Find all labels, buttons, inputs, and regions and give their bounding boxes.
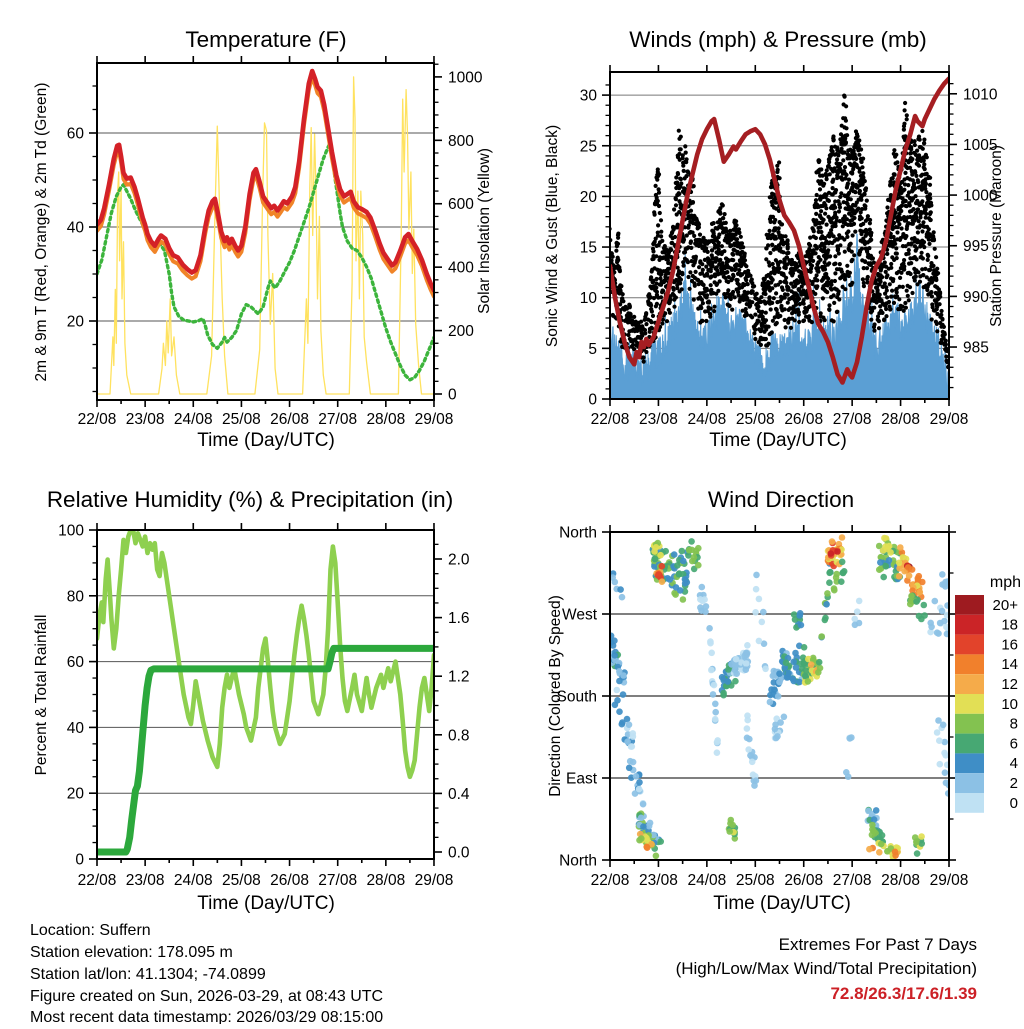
humidity-precip-panel	[58, 523, 470, 890]
tick-label: 8	[1009, 715, 1018, 733]
tick-label: 20+	[992, 596, 1018, 614]
tick-label: 1005	[963, 136, 998, 154]
tick-label: 80	[66, 588, 84, 606]
winds-pressure-title: Winds (mph) & Pressure (mb)	[629, 27, 927, 52]
tick-label: 2.0	[448, 551, 470, 569]
temperature-xlabel: Time (Day/UTC)	[197, 430, 335, 451]
temperature-ylabel-left: 2m & 9m T (Red, Orange) & 2m Td (Green)	[33, 82, 50, 382]
tick-label: 60	[66, 125, 84, 143]
tick-label: 20	[66, 313, 84, 331]
tick-label: 23/08	[125, 872, 165, 889]
colorbar-swatch	[955, 773, 984, 793]
tick-label: 40	[66, 719, 84, 737]
wind-direction-xlabel: Time (Day/UTC)	[713, 893, 851, 914]
winds-ylabel-left: Sonic Wind & Gust (Blue, Black)	[544, 124, 561, 348]
tick-label: 28/08	[881, 872, 920, 889]
tick-label: 6	[1009, 735, 1018, 753]
tick-label: 995	[963, 238, 989, 256]
winds-pressure-panel	[580, 65, 998, 428]
tick-label: West	[561, 606, 597, 624]
extremes-values: 72.8/26.3/17.6/1.39	[830, 984, 977, 1003]
tick-label: 23/08	[639, 411, 678, 428]
tick-label: 2	[1009, 775, 1018, 792]
tick-label: 29/08	[929, 411, 969, 428]
humidity-precip-title: Relative Humidity (%) & Precipitation (in)	[46, 487, 454, 512]
tick-label: 20	[66, 785, 84, 803]
tick-label: 23/08	[125, 411, 165, 428]
tick-label: 24/08	[173, 411, 213, 428]
colorbar-swatch	[955, 635, 984, 655]
temp9m-series	[97, 77, 434, 297]
wind-direction-title: Wind Direction	[707, 487, 855, 512]
colorbar-swatch	[955, 714, 984, 734]
tick-label: 28/08	[366, 872, 406, 889]
tick-label: 0	[75, 851, 84, 869]
extremes-heading: Extremes For Past 7 Days	[778, 935, 977, 954]
tick-label: 1000	[448, 69, 483, 87]
tick-label: 27/08	[318, 872, 358, 889]
tick-label: 1.2	[448, 668, 470, 686]
temperature-panel	[67, 56, 483, 428]
colorbar-swatch	[955, 753, 984, 773]
humidity-xlabel: Time (Day/UTC)	[197, 893, 335, 914]
tick-label: 22/08	[77, 872, 117, 889]
tick-label: 985	[963, 339, 989, 357]
tick-label: 0.0	[448, 844, 470, 862]
tick-label: 1000	[963, 187, 998, 205]
tick-label: 40	[66, 219, 84, 237]
extremes-subheading: (High/Low/Max Wind/Total Precipitation)	[675, 959, 977, 978]
chart-layers	[58, 56, 1018, 889]
footer-timestamp: Most recent data timestamp: 2026/03/29 08:15:00	[30, 1009, 384, 1024]
tick-label: 26/08	[270, 872, 309, 889]
temperature-axes	[67, 56, 483, 428]
tick-label: 5	[588, 340, 597, 358]
tick-label: 800	[448, 132, 474, 150]
humidity-ylabel-left: Percent & Total Rainfall	[33, 614, 50, 776]
colorbar-swatch	[955, 734, 984, 754]
colorbar-swatch	[955, 654, 984, 674]
colorbar-swatch	[955, 615, 984, 635]
tick-label: 24/08	[173, 872, 213, 889]
tick-label: 10	[579, 290, 597, 308]
tick-label: North	[559, 852, 597, 870]
tick-label: 25/08	[735, 411, 775, 428]
tick-label: 26/08	[784, 872, 824, 889]
tick-label: 200	[448, 323, 474, 341]
tick-label: 24/08	[687, 872, 727, 889]
tick-label: 0	[588, 391, 597, 409]
speed-colorbar	[955, 595, 1018, 813]
tick-label: 26/08	[784, 411, 824, 428]
tick-label: 29/08	[414, 872, 454, 889]
tick-label: 0	[448, 386, 457, 404]
tick-label: 22/08	[590, 872, 630, 889]
tick-label: South	[556, 688, 597, 706]
tick-label: 16	[1001, 636, 1018, 654]
tick-label: 29/08	[414, 411, 454, 428]
tick-label: 60	[66, 654, 84, 672]
tick-label: 400	[448, 259, 474, 277]
tick-label: 28/08	[366, 411, 406, 428]
temperature-title: Temperature (F)	[185, 27, 347, 52]
tick-label: 27/08	[832, 411, 872, 428]
tick-label: 27/08	[318, 411, 358, 428]
footer-elevation: Station elevation: 178.095 m	[30, 944, 233, 961]
tick-label: 24/08	[687, 411, 727, 428]
tick-label: 29/08	[929, 872, 969, 889]
tick-label: 30	[579, 87, 597, 105]
tick-label: 0	[1009, 794, 1018, 812]
colorbar-swatch	[955, 674, 984, 694]
tick-label: 18	[1001, 616, 1018, 634]
winds-ylabel-right: Station Pressure (Maroon)	[988, 145, 1005, 327]
direction-dots	[608, 534, 952, 861]
wind-direction-ylabel-left: Direction (Colored By Speed)	[547, 595, 564, 797]
footer-created: Figure created on Sun, 2026-03-29, at 08:43 UTC	[30, 988, 384, 1005]
tick-label: 22/08	[77, 411, 117, 428]
footer-latlon: Station lat/lon: 41.1304; -74.0899	[30, 966, 266, 983]
tick-label: North	[559, 524, 597, 542]
wind-direction-panel	[556, 525, 1018, 889]
footer-location: Location: Suffern	[30, 922, 151, 939]
tick-label: 1.6	[448, 610, 470, 628]
tick-label: 12	[1001, 676, 1018, 693]
tick-label: 100	[58, 522, 84, 540]
winds-xlabel: Time (Day/UTC)	[709, 430, 847, 451]
tick-label: 26/08	[270, 411, 309, 428]
tick-label: 15	[579, 239, 597, 257]
tick-label: 25/08	[222, 872, 261, 889]
tick-label: 4	[1009, 755, 1018, 773]
tick-label: 25	[579, 138, 597, 156]
tick-label: 23/08	[639, 872, 678, 889]
temperature-ylabel-right: Solar Insolation (Yellow)	[476, 148, 493, 314]
tick-label: 600	[448, 196, 474, 214]
tick-label: 27/08	[832, 872, 872, 889]
colorbar-swatch	[955, 793, 984, 813]
rh-series	[97, 530, 434, 777]
colorbar-swatch	[955, 595, 984, 615]
tick-label: 990	[963, 288, 989, 306]
tick-label: East	[565, 770, 597, 788]
tick-label: 14	[1001, 656, 1018, 674]
colorbar-swatch	[955, 694, 984, 714]
tick-label: 25/08	[222, 411, 261, 428]
tick-label: 1010	[963, 86, 998, 104]
tick-label: 28/08	[881, 411, 920, 428]
colorbar-title: mph	[989, 574, 1021, 591]
tick-label: 25/08	[735, 872, 775, 889]
tick-label: 10	[1001, 695, 1018, 713]
tick-label: 0.8	[448, 727, 470, 745]
tick-label: 22/08	[590, 411, 630, 428]
tick-label: 0.4	[448, 785, 470, 803]
tick-label: 20	[579, 188, 597, 206]
